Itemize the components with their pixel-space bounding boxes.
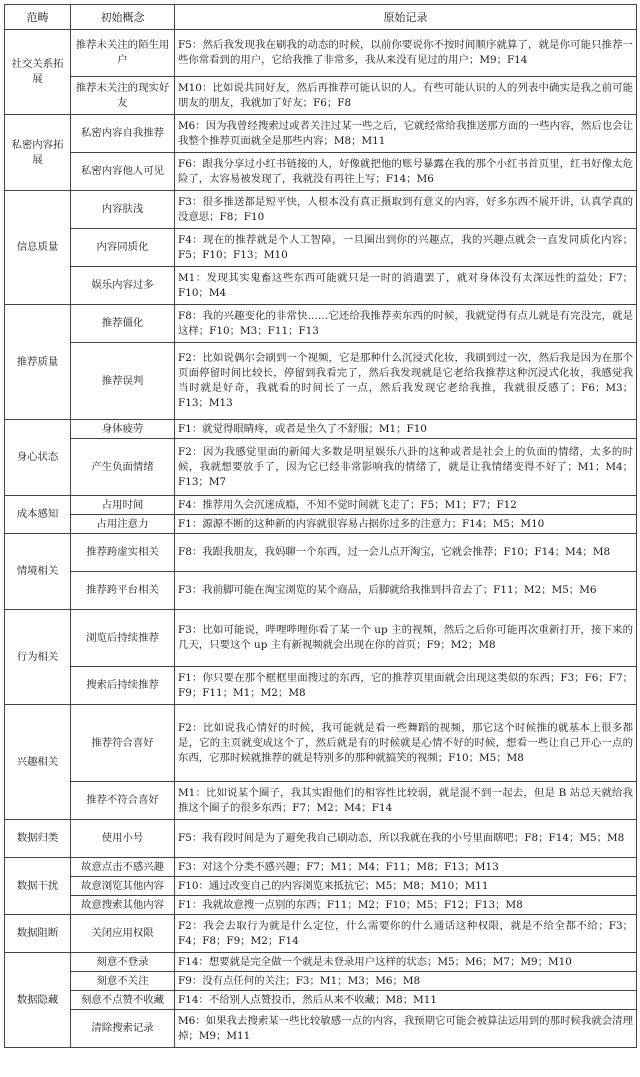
concept-cell: 占用注意力 xyxy=(71,515,175,534)
category-cell: 数据归类 xyxy=(5,820,71,858)
category-cell: 数据阻断 xyxy=(5,915,71,953)
table-row xyxy=(5,191,637,229)
concept-cell: 清除搜索记录 xyxy=(71,1010,175,1048)
concept-cell: 搜索后持续推荐 xyxy=(71,667,175,705)
concept-cell: 浏览后持续推荐 xyxy=(71,610,175,667)
concept-cell: 故意搜索其他内容 xyxy=(71,896,175,915)
concept-cell: 身体疲劳 xyxy=(71,420,175,439)
concept-cell: 私密内容他人可见 xyxy=(71,153,175,191)
record-cell: F5：然后我发现我在刷我的动态的时候，以前你要说你不按时间顺序就算了，就是你可能只推荐一些你常看到的用户，它给我推了非常多，我从来没有见过的用户；M9；F14 xyxy=(175,30,637,77)
record-cell: F1：我就故意搜一点别的东西；F11；M2；F10；M5；F12；F13；M8 xyxy=(175,896,637,915)
header-row xyxy=(5,5,637,30)
record-cell: F3：比如可能说，哔哩哔哩你看了某一个 up 主的视频，然后之后你可能再次重新打开，接下来的几天，只要这个 up 主有新视频就会出现在你的首页；F9；M2；M8 xyxy=(175,610,637,667)
category-cell: 行为相关 xyxy=(5,610,71,705)
category-cell: 社交关系拓展 xyxy=(5,30,71,115)
table-row xyxy=(5,305,637,343)
table-row xyxy=(5,515,637,534)
header-category: 范畴 xyxy=(5,5,71,30)
category-cell: 兴趣相关 xyxy=(5,705,71,820)
table-row xyxy=(5,420,637,439)
record-cell: F14：想要就是完全做一个就是未登录用户这样的状态；M5；M6；M7；M9；M10 xyxy=(175,953,637,972)
record-cell: F3：很多推送都是短平快，人根本没有真正摄取到有意义的内容，好多东西不展开讲，认真学真的没意思；F8；F10 xyxy=(175,191,637,229)
table-row xyxy=(5,229,637,267)
table-row xyxy=(5,972,637,991)
category-cell: 情境相关 xyxy=(5,534,71,610)
table-row xyxy=(5,896,637,915)
record-cell: F2：因为我感觉里面的新闻大多数是明星娱乐八卦的这种或者是社会上的负面的情绪，太多的时候，我就想要放手了，因为它已经非常影响我的情绪了，就是让我情绪变得不好了；M1；M4；F13；M7 xyxy=(175,439,637,496)
table-row xyxy=(5,439,637,496)
concept-table xyxy=(4,4,637,1048)
header-record: 原始记录 xyxy=(175,5,637,30)
table-body xyxy=(5,30,637,1048)
record-cell: F5：我有段时间是为了避免我自己刷动态，所以我就在我的小号里面瞎吧；F8；F14；M5；M8 xyxy=(175,820,637,858)
table-row xyxy=(5,343,637,420)
category-cell: 数据隐藏 xyxy=(5,953,71,1048)
record-cell: F4：现在的推荐就是个人工智障，一旦圈出到你的兴趣点，我的兴趣点就会一直发同质化内容；F5；F10；F13；M10 xyxy=(175,229,637,267)
concept-cell: 刻意不关注 xyxy=(71,972,175,991)
category-cell: 信息质量 xyxy=(5,191,71,305)
record-cell: F10：通过改变自己的内容浏览来抵抗它；M5；M8；M10；M11 xyxy=(175,877,637,896)
record-cell: F9：没有点任何的关注；F3；M1；M3；M6；M8 xyxy=(175,972,637,991)
table-row xyxy=(5,705,637,782)
record-cell: F1：你只要在那个框框里面搜过的东西，它的推荐页里面就会出现这类似的东西；F3；F6；F7；F9；F11；M1；M2；M8 xyxy=(175,667,637,705)
table-row xyxy=(5,877,637,896)
table-row xyxy=(5,858,637,877)
concept-cell: 推荐跨平台相关 xyxy=(71,572,175,610)
concept-cell: 推荐符合喜好 xyxy=(71,705,175,782)
record-cell: F8：我的兴趣变化的非常快……它还给我推荐卖东西的时候，我就觉得有点儿就是有完没完，就是这样；F10；M3；F11；F13 xyxy=(175,305,637,343)
category-cell: 身心状态 xyxy=(5,420,71,496)
table-row xyxy=(5,820,637,858)
record-cell: M6：因为我曾经搜索过或者关注过某一些之后，它就经常给我推送那方面的一些内容，然后也会让我整个推荐页面就全是那些内容；M8；M11 xyxy=(175,115,637,153)
concept-cell: 关闭应用权限 xyxy=(71,915,175,953)
concept-cell: 使用小号 xyxy=(71,820,175,858)
table-row xyxy=(5,77,637,115)
table-row xyxy=(5,115,637,153)
table-row xyxy=(5,610,637,667)
concept-cell: 推荐不符合喜好 xyxy=(71,782,175,820)
concept-cell: 刻意不登录 xyxy=(71,953,175,972)
record-cell: F2：比如说我心情好的时候，我可能就是看一些舞蹈的视频，那它这个时候推的就基本上很多都是，它的主页就变成这个了，然后就是有的时候就是心情不好的时候，想看一些让自己开心一点的东西，它那时候就推荐的就是特别多的那种就搞笑的视频；F10；M5；M8 xyxy=(175,705,637,782)
category-cell: 推荐质量 xyxy=(5,305,71,420)
concept-cell: 内容同质化 xyxy=(71,229,175,267)
table-row xyxy=(5,667,637,705)
table-row xyxy=(5,991,637,1010)
record-cell: F2：比如说偶尔会刷到一个视频，它是那种什么沉浸式化妆，我刷到过一次，然后我是因为在那个页面停留时间比较长，停留到我看完了，然后我发现就是它老给我推荐这种沉浸式化妆，我感觉我当时就是好奇，我就看的时间长了一点，然后我发现它老给我推，我就很反感了；F6；M3；F13；M13 xyxy=(175,343,637,420)
table-row xyxy=(5,534,637,572)
concept-cell: 刻意不点赞不收藏 xyxy=(71,991,175,1010)
table-row xyxy=(5,153,637,191)
concept-cell: 推荐跨虚实相关 xyxy=(71,534,175,572)
concept-cell: 故意点击不感兴趣 xyxy=(71,858,175,877)
concept-cell: 私密内容自我推荐 xyxy=(71,115,175,153)
record-cell: F6：跟我分享过小红书链接的人，好像就把他的账号暴露在我的那个小红书首页里，红书好像太危险了，太容易被发现了，我就没有再往上写；F14；M6 xyxy=(175,153,637,191)
category-cell: 数据干扰 xyxy=(5,858,71,915)
concept-cell: 内容肤浅 xyxy=(71,191,175,229)
concept-cell: 占用时间 xyxy=(71,496,175,515)
record-cell: M1：比如说某个圈子，我其实跟他们的相容性比较弱，就是混不到一起去，但是 B 站总天就给我推这个圈子的很多东西；F7；M2；M4；F14 xyxy=(175,782,637,820)
record-cell: M10：比如说共同好友，然后再推荐可能认识的人。有些可能认识的人的列表中确实是我之前可能朋友的朋友，我就加了好友；F6；F8 xyxy=(175,77,637,115)
record-cell: M1：发现其实鬼畜这些东西可能就只是一时的消遣罢了，就对身体没有太深远性的益处；F7；F10；M4 xyxy=(175,267,637,305)
record-cell: M6：如果我去搜索某一些比较敏感一点的内容，我预期它可能会被算法运用到的那时候我就会清理掉；M9；M11 xyxy=(175,1010,637,1048)
table-row xyxy=(5,572,637,610)
record-cell: F2：我会去取行为就是什么定位，什么需要你的什么通话这种权限，就是不给全都不给；F3；F4；F8；F9；M2；F14 xyxy=(175,915,637,953)
table-row xyxy=(5,915,637,953)
record-cell: F1：就觉得眼睛疼，或者是坐久了不舒服；M1；F10 xyxy=(175,420,637,439)
record-cell: F8：我跟我朋友，我妈聊一个东西，过一会儿点开淘宝，它就会推荐；F10；F14；M4；M8 xyxy=(175,534,637,572)
table-row xyxy=(5,267,637,305)
record-cell: F1：源源不断的这种新的内容就很容易占据你过多的注意力；F14；M5；M10 xyxy=(175,515,637,534)
concept-cell: 故意浏览其他内容 xyxy=(71,877,175,896)
concept-cell: 推荐未关注的陌生用户 xyxy=(71,30,175,77)
table-row xyxy=(5,953,637,972)
concept-cell: 产生负面情绪 xyxy=(71,439,175,496)
category-cell: 成本感知 xyxy=(5,496,71,534)
header-concept: 初始概念 xyxy=(71,5,175,30)
concept-cell: 推荐误判 xyxy=(71,343,175,420)
table-row xyxy=(5,1010,637,1048)
table-row xyxy=(5,782,637,820)
table-row xyxy=(5,496,637,515)
concept-cell: 推荐未关注的现实好友 xyxy=(71,77,175,115)
record-cell: F3：我前脚可能在淘宝浏览的某个商品，后脚就给我推到抖音去了；F11；M2；M5；M6 xyxy=(175,572,637,610)
table-row xyxy=(5,30,637,77)
concept-cell: 娱乐内容过多 xyxy=(71,267,175,305)
concept-cell: 推荐僵化 xyxy=(71,305,175,343)
record-cell: F3：对这个分类不感兴趣；F7；M1；M4；F11；M8；F13；M13 xyxy=(175,858,637,877)
category-cell: 私密内容拓展 xyxy=(5,115,71,191)
record-cell: F4：推荐用久会沉迷成瘾，不知不觉时间就飞走了；F5；M1；F7；F12 xyxy=(175,496,637,515)
record-cell: F14：不给别人点赞投币，然后从来不收藏；M8；M11 xyxy=(175,991,637,1010)
